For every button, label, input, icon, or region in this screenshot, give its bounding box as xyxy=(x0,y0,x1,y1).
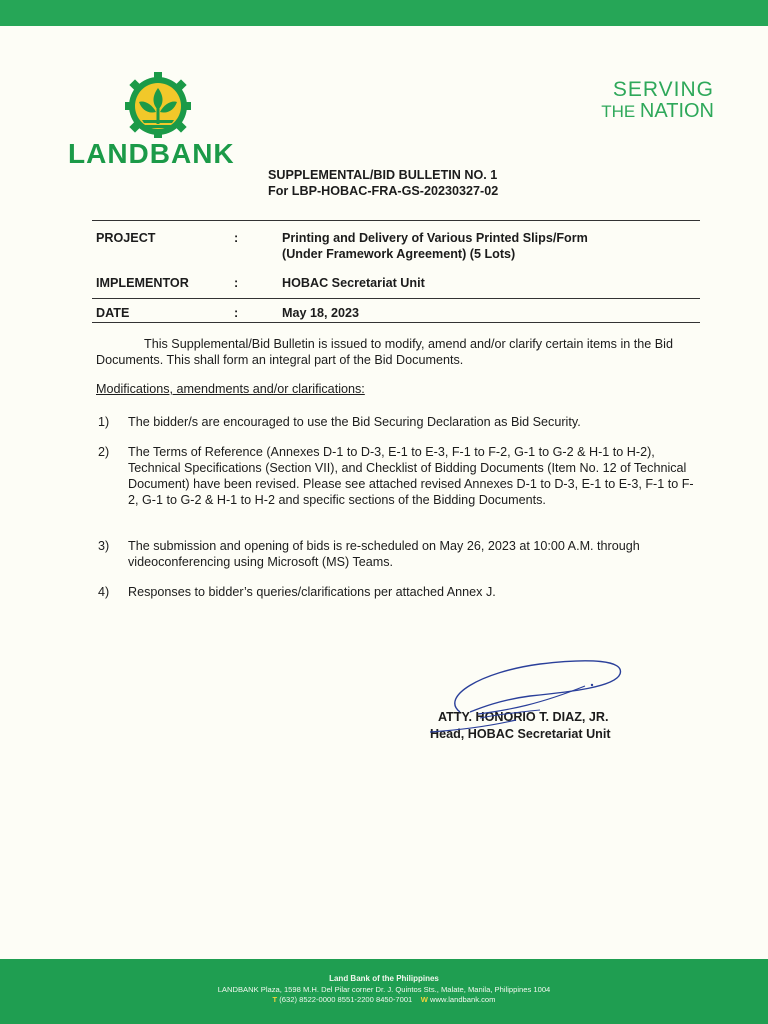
implementor-colon: : xyxy=(234,276,239,290)
list-item-text: The Terms of Reference (Annexes D-1 to D-3, E-1 to E-3, F-1 to F-2, G-1 to G-2 & H-1 to H-2), Technical Specifications (Section VII), and Checklist of Bidding Documents (Item No. 12 of Technical Document) have been revised. Please see attached revised Annexes D-1 to D-3, E-1 to E-3, F-1 to F-2, G-1 to G-2 & H-1 to H-2 and specific sections of the Bidding Documents. xyxy=(128,445,694,507)
date-label: DATE xyxy=(96,306,130,320)
footer-web[interactable]: www.landbank.com xyxy=(430,995,496,1004)
list-item-number: 1) xyxy=(98,415,110,429)
bulletin-title: SUPPLEMENTAL/BID BULLETIN NO. 1 xyxy=(268,168,498,182)
project-value-line2: (Under Framework Agreement) (5 Lots) xyxy=(282,247,516,261)
middle-divider xyxy=(92,298,700,299)
implementor-value: HOBAC Secretariat Unit xyxy=(282,276,425,290)
list-item-text: The submission and opening of bids is re-scheduled on May 26, 2023 at 10:00 A.M. through videoconferencing using Microsoft (MS) Teams. xyxy=(128,539,640,569)
project-value-line1: Printing and Delivery of Various Printed Slips/Form xyxy=(282,231,588,245)
intro-paragraph: This Supplemental/Bid Bulletin is issued to modify, amend and/or clarify certain items in the Bid Documents. This shall form an integral part of the Bid Documents. xyxy=(96,337,673,367)
list-item-text: Responses to bidder’s queries/clarifications per attached Annex J. xyxy=(128,585,496,599)
list-item-number: 3) xyxy=(98,539,110,553)
footer-contact xyxy=(0,995,768,1004)
list-item-number: 4) xyxy=(98,585,110,599)
top-green-band xyxy=(0,0,768,26)
project-colon: : xyxy=(234,231,239,245)
signatory-title: Head, HOBAC Secretariat Unit xyxy=(430,727,611,741)
project-label: PROJECT xyxy=(96,231,156,245)
footer-web-label: W xyxy=(420,995,428,1004)
bulletin-reference: For LBP-HOBAC-FRA-GS-20230327-02 xyxy=(268,184,499,198)
signatory-name: ATTY. HONORIO T. DIAZ, JR. xyxy=(438,710,609,724)
top-divider xyxy=(92,220,700,221)
slogan-the: THE xyxy=(601,102,636,121)
footer-tel: (632) 8522-0000 8551-2200 8450-7001 xyxy=(279,995,413,1004)
footer-org: Land Bank of the Philippines xyxy=(329,974,439,983)
landbank-emblem-icon xyxy=(122,72,194,138)
footer-tel-label: T xyxy=(272,995,278,1004)
slogan-nation: NATION xyxy=(639,100,714,122)
page-footer xyxy=(0,959,768,1024)
footer-address: LANDBANK Plaza, 1598 M.H. Del Pilar corner Dr. J. Quintos Sts., Malate, Manila, Philippines 1004 xyxy=(217,985,551,994)
landbank-wordmark: LANDBANK xyxy=(68,138,235,169)
bulletin-heading xyxy=(268,167,498,199)
serving-the-nation-slogan xyxy=(601,78,714,123)
modifications-heading: Modifications, amendments and/or clarifications: xyxy=(96,382,365,396)
slogan-line2 xyxy=(601,100,714,123)
bottom-divider xyxy=(92,322,700,323)
project-value xyxy=(282,230,702,262)
date-colon: : xyxy=(234,306,239,320)
handwritten-signature xyxy=(420,652,640,752)
date-value: May 18, 2023 xyxy=(282,306,360,320)
list-item-number: 2) xyxy=(98,445,110,459)
implementor-label: IMPLEMENTOR xyxy=(96,276,189,290)
list-item-text: The bidder/s are encouraged to use the Bid Securing Declaration as Bid Security. xyxy=(128,415,581,429)
landbank-logo xyxy=(68,72,248,170)
slogan-line1: SERVING xyxy=(612,78,714,101)
